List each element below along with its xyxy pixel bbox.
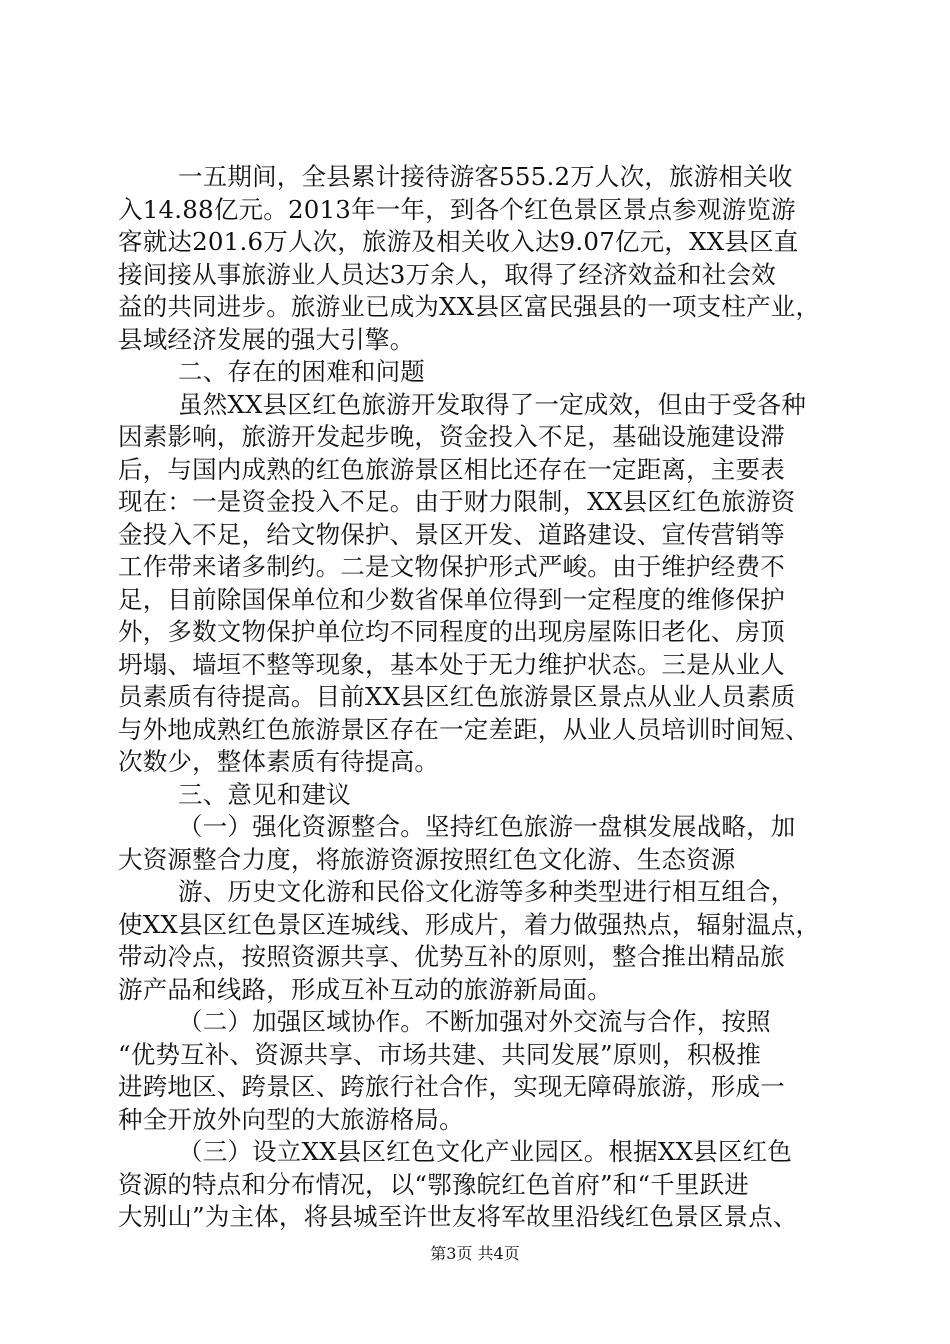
section-heading: 二、存在的困难和问题 xyxy=(178,357,425,386)
text-line: 进跨地区、跨景区、跨旅行社合作，实现无障碍旅游，形成一 xyxy=(118,1072,785,1101)
text-line: 游、历史文化游和民俗文化游等多种类型进行相互组合， xyxy=(178,877,796,906)
text-line: 员素质有待提高。目前XX县区红色旅游景区景点从业人员素质 xyxy=(118,682,796,711)
text-line: 入14.88亿元。2013年一年，到各个红色景区景点参观游览游 xyxy=(118,194,796,224)
text-line: （二）加强区域协作。不断加强对外交流与合作，按照 xyxy=(178,1007,771,1036)
text-line: 县域经济发展的强大引擎。 xyxy=(118,324,415,354)
text-line: 益的共同进步。旅游业已成为XX县区富民强县的一项支柱产业， xyxy=(118,292,821,321)
page-number-footer: 第3页 共4页 xyxy=(430,1244,520,1263)
text-line: 外，多数文物保护单位均不同程度的出现房屋陈旧老化、房顶 xyxy=(118,617,785,646)
text-line: 大资源整合力度，将旅游资源按照红色文化游、生态资源 xyxy=(118,844,736,874)
text-line: 接间接从事旅游业人员达3万余人，取得了经济效益和社会效 xyxy=(118,259,776,289)
text-line: “优势互补、资源共享、市场共建、共同发展”原则，积极推 xyxy=(118,1039,761,1069)
text-line: 虽然XX县区红色旅游开发取得了一定成效，但由于受各种 xyxy=(178,389,807,419)
text-line: （一）强化资源整合。坚持红色旅游一盘棋发展战略，加 xyxy=(178,812,796,841)
text-line: 次数少，整体素质有待提高。 xyxy=(118,747,440,776)
text-line: 后，与国内成熟的红色旅游景区相比还存在一定距离，主要表 xyxy=(118,454,785,484)
text-line: 坍塌、墙垣不整等现象，基本处于无力维护状态。三是从业人 xyxy=(118,649,785,679)
text-line: 客就达201.6万人次，旅游及相关收入达9.07亿元，XX县区直 xyxy=(118,227,799,256)
text-line: 一五期间，全县累计接待游客555.2万人次，旅游相关收 xyxy=(178,162,793,191)
text-line: 使XX县区红色景区连城线、形成片，着力做强热点，辐射温点， xyxy=(118,909,821,939)
text-line: 游产品和线路，形成互补互动的旅游新局面。 xyxy=(118,974,612,1004)
text-line: 与外地成熟红色旅游景区存在一定差距，从业人员培训时间短、 xyxy=(118,714,810,744)
text-line: 足，目前除国保单位和少数省保单位得到一定程度的维修保护 xyxy=(118,584,785,614)
text-line: 现在：一是资金投入不足。由于财力限制，XX县区红色旅游资 xyxy=(118,487,796,516)
text-line: 因素影响，旅游开发起步晚，资金投入不足，基础设施建设滞 xyxy=(118,422,785,451)
text-line: 金投入不足，给文物保护、景区开发、道路建设、宣传营销等 xyxy=(118,519,785,549)
text-line: 资源的特点和分布情况，以“鄂豫皖红色首府”和“千里跃进 xyxy=(118,1169,749,1199)
text-line: 种全开放外向型的大旅游格局。 xyxy=(118,1104,464,1134)
text-line: 大别山”为主体，将县城至许世友将军故里沿线红色景区景点、 xyxy=(118,1202,798,1231)
text-line: 带动冷点，按照资源共享、优势互补的原则，整合推出精品旅 xyxy=(118,942,785,971)
section-heading: 三、意见和建议 xyxy=(178,779,351,809)
text-line: （三）设立XX县区红色文化产业园区。根据XX县区红色 xyxy=(178,1137,792,1166)
text-line: 工作带来诸多制约。二是文物保护形式严峻。由于维护经费不 xyxy=(118,552,785,581)
